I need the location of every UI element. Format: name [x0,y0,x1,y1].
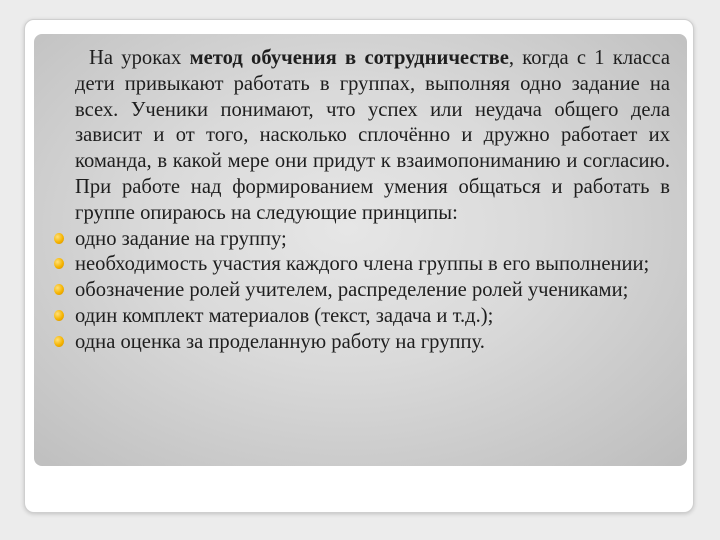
intro-text-bold: метод обучения в сотрудничестве [189,47,509,69]
list-item [0,304,670,330]
orange-circle-icon [54,310,64,321]
principles-list [0,227,670,356]
intro-text-end: , когда с 1 класса дети привыкают работать в группах, выполняя одно задание на всех. Ученики понимают, что успех или неудача общего дела зависит и от того, насколько сплочённо и дружно работает их команда, в какой мере они придут к взаимопониманию и согласию. При работе над формированием умения общаться и работать в группе опираюсь на следующие принципы: [75,47,670,224]
list-item-text: одна оценка за проделанную работу на группу. [75,330,485,353]
list-item [0,252,670,278]
orange-circle-icon [54,336,64,347]
list-item [0,227,670,253]
text-block [0,46,670,356]
list-item-text: одно задание на группу; [75,227,287,250]
list-item [0,278,670,304]
list-item-text: необходимость участия каждого члена группы в его выполнении; [75,253,650,276]
list-item-text: обозначение ролей учителем, распределение ролей учениками; [75,279,629,302]
list-item-text: один комплект материалов (текст, задача и т.д.); [75,304,494,327]
orange-circle-icon [54,258,64,269]
orange-circle-icon [54,233,64,244]
list-item [0,330,670,356]
intro-paragraph [0,46,670,227]
intro-text-start: На уроках [89,47,190,69]
orange-circle-icon [54,284,64,295]
